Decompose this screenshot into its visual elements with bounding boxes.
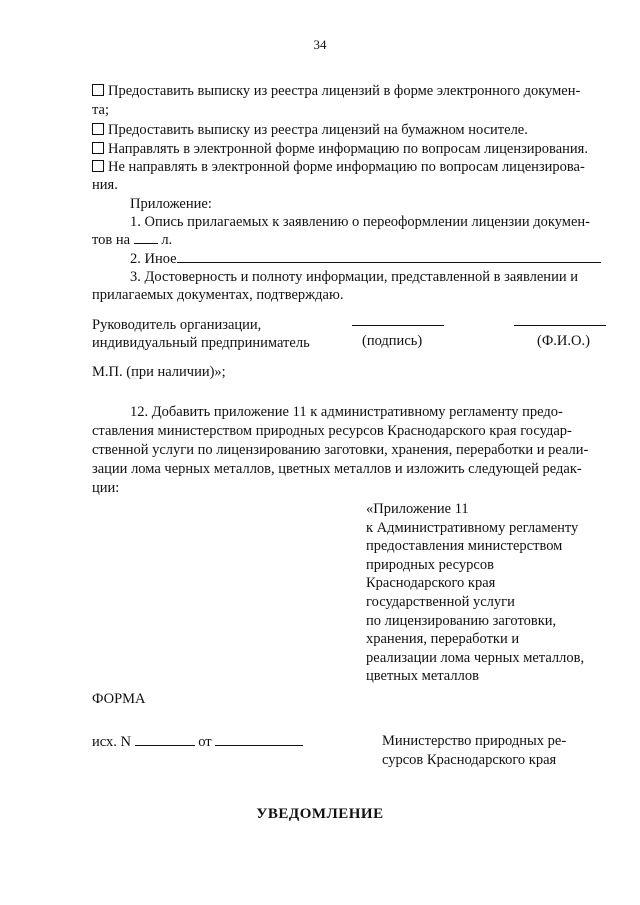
attachment-item-1-cont	[92, 231, 172, 249]
option-text: Предоставить выписку из реестра лицензий на бумажном носителе.	[108, 122, 528, 138]
text: 2. Иное	[130, 251, 177, 267]
option-text: Не направлять в электронной форме информацию по вопросам лицензирова-	[108, 159, 585, 175]
signature-label: (подпись)	[362, 333, 423, 349]
signer-role: индивидуальный предприниматель	[92, 335, 310, 351]
option-text: Предоставить выписку из реестра лицензий в форме электронного докумен-	[108, 83, 581, 99]
paragraph-12-line: ции:	[92, 480, 120, 496]
checkbox-option-3[interactable]	[92, 140, 588, 158]
paragraph-12-line: ставления министерством природных ресурсов Краснодарского края государ-	[92, 423, 572, 439]
checkbox-option-4[interactable]	[92, 158, 585, 176]
outgoing-from: от	[198, 734, 212, 750]
blank-field[interactable]	[177, 250, 601, 263]
paragraph-12-line: ственной услуги по лицензированию заготовки, хранения, переработки и реали-	[92, 442, 589, 458]
checkbox-square[interactable]	[92, 84, 104, 96]
outgoing-date-field[interactable]	[215, 733, 303, 746]
blank-field[interactable]	[134, 231, 158, 244]
document-title: УВЕДОМЛЕНИЕ	[256, 806, 384, 822]
appendix-line: цветных металлов	[366, 668, 479, 685]
signature-line[interactable]	[352, 325, 444, 326]
checkbox-option-2[interactable]	[92, 121, 528, 139]
attachment-item-3: 3. Достоверность и полноту информации, представленной в заявлении и	[130, 269, 578, 285]
addressee: Министерство природных ре-	[382, 733, 567, 749]
checkbox-square[interactable]	[92, 142, 104, 154]
appendix-line: по лицензированию заготовки,	[366, 612, 557, 629]
attachment-item-1: 1. Опись прилагаемых к заявлению о переоформлении лицензии докумен-	[130, 214, 591, 230]
page-number: 34	[313, 37, 327, 52]
text: тов на	[92, 232, 131, 248]
option-text-continuation: ния.	[92, 177, 118, 193]
checkbox-square[interactable]	[92, 123, 104, 135]
addressee: сурсов Краснодарского края	[382, 752, 557, 768]
outgoing-number	[92, 733, 303, 751]
name-label: (Ф.И.О.)	[537, 333, 590, 349]
checkbox-square[interactable]	[92, 160, 104, 172]
paragraph-12-line: зации лома черных металлов, цветных металлов и изложить следующей редак-	[92, 461, 582, 477]
appendix-line: к Административному регламенту	[366, 519, 579, 536]
attachment-item-2	[130, 250, 601, 268]
paragraph-12-line: 12. Добавить приложение 11 к административному регламенту предо-	[130, 404, 563, 420]
appendix-line: «Приложение 11	[366, 501, 469, 517]
text: л.	[161, 232, 173, 248]
signer-role: Руководитель организации,	[92, 317, 262, 333]
outgoing-prefix: исх. N	[92, 734, 131, 750]
appendix-line: хранения, переработки и	[366, 631, 520, 648]
appendix-line: реализации лома черных металлов,	[366, 649, 585, 666]
attachment-heading: Приложение:	[130, 196, 212, 212]
name-line[interactable]	[514, 325, 606, 326]
appendix-line: государственной услуги	[366, 593, 515, 610]
appendix-line: Краснодарского края	[366, 575, 496, 592]
appendix-heading-block	[366, 500, 584, 686]
form-label: ФОРМА	[92, 691, 146, 707]
attachment-item-3-cont: прилагаемых документах, подтверждаю.	[92, 287, 344, 303]
checkbox-option-1[interactable]	[92, 82, 580, 100]
stamp-note: М.П. (при наличии)»;	[92, 364, 226, 380]
option-text: Направлять в электронной форме информацию по вопросам лицензирования.	[108, 141, 588, 157]
appendix-line: предоставления министерством	[366, 538, 563, 555]
option-text-continuation: та;	[92, 102, 109, 118]
outgoing-number-field[interactable]	[135, 733, 195, 746]
appendix-line: природных ресурсов	[366, 556, 494, 573]
